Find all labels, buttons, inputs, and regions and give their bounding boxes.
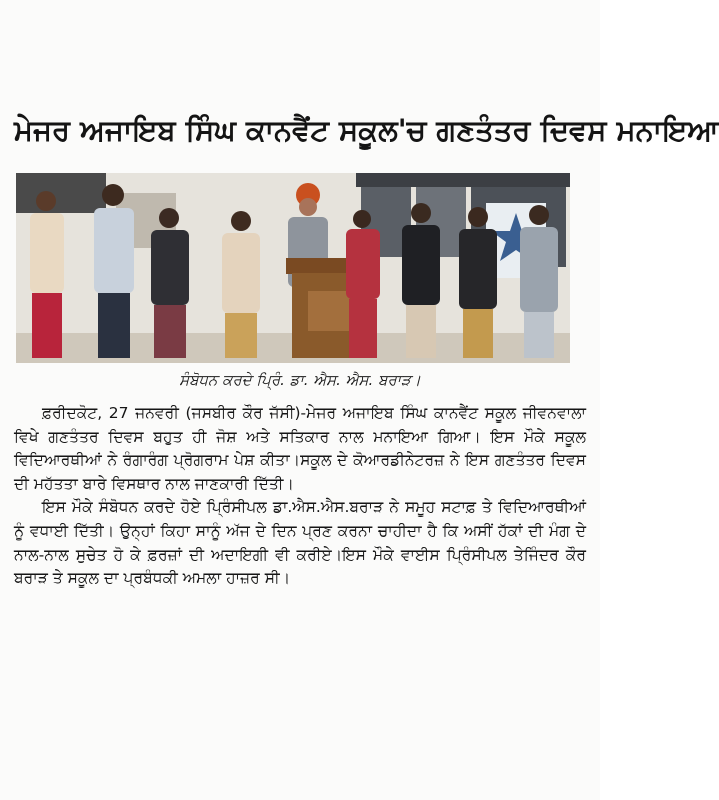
headline: ਮੇਜਰ ਅਜਾਇਬ ਸਿੰਘ ਕਾਨਵੈਂਟ ਸਕੂਲ'ਚ ਗਣਤੰਤਰ ਦਿਵਸ ਮਨਾਇਆ bbox=[14, 113, 719, 147]
group-photo-icon bbox=[16, 173, 570, 363]
article-paragraph: ਇਸ ਮੌਕੇ ਸੰਬੋਧਨ ਕਰਦੇ ਹੋਏ ਪ੍ਰਿੰਸੀਪਲ ਡਾ.ਐਸ.ਐਸ.ਬਰਾੜ ਨੇ ਸਮੂਹ ਸਟਾਫ਼ ਤੇ ਵਿਦਿਆਰਥੀਆਂ ਨੂੰ ਵਧਾਈ ਦਿੱਤੀ। ਉਨ੍ਹਾਂ ਕਿਹਾ ਸਾਨੂੰ ਅੱਜ ਦੇ ਦਿਨ ਪ੍ਰਣ ਕਰਨਾ ਚਾਹੀਦਾ ਹੈ ਕਿ ਅਸੀਂ ਹੱਕਾਂ ਦੀ ਮੰਗ ਦੇ ਨਾਲ-ਨਾਲ ਸੁਚੇਤ ਹੋ ਕੇ ਫ਼ਰਜ਼ਾਂ ਦੀ ਅਦਾਇਗੀ ਵੀ ਕਰੀਏ।ਇਸ ਮੌਕੇ ਵਾਈਸ ਪ੍ਰਿੰਸੀਪਲ ਤੇਜਿੰਦਰ ਕੌਰ ਬਰਾੜ ਤੇ ਸਕੂਲ ਦਾ ਪ੍ਰਬੰਧਕੀ ਅਮਲਾ ਹਾਜ਼ਰ ਸੀ। bbox=[14, 498, 586, 588]
photo-caption: ਸੰਬੋਧਨ ਕਰਦੇ ਪ੍ਰਿੰ. ਡਾ. ਐਸ. ਐਸ. ਬਰਾੜ। bbox=[179, 371, 421, 389]
article-body bbox=[14, 402, 586, 591]
news-photo bbox=[16, 173, 570, 363]
article-paragraph: ਫ਼ਰੀਦਕੋਟ, 27 ਜਨਵਰੀ (ਜਸਬੀਰ ਕੌਰ ਜੱਸੀ)-ਮੇਜਰ ਅਜਾਇਬ ਸਿੰਘ ਕਾਨਵੈਂਟ ਸਕੂਲ ਜੀਵਨਵਾਲਾ ਵਿਖੇ ਗਣਤੰਤਰ ਦਿਵਸ ਬਹੁਤ ਹੀ ਜੋਸ਼ ਅਤੇ ਸਤਿਕਾਰ ਨਾਲ ਮਨਾਇਆ ਗਿਆ। ਇਸ ਮੌਕੇ ਸਕੂਲ ਵਿਦਿਆਰਥੀਆਂ ਨੇ ਰੰਗਾਰੰਗ ਪ੍ਰੋਗਰਾਮ ਪੇਸ਼ ਕੀਤਾ।ਸਕੂਲ ਦੇ ਕੋਆਰਡੀਨੇਟਰਜ਼ ਨੇ ਇਸ ਗਣਤੰਤਰ ਦਿਵਸ ਦੀ ਮਹੱਤਤਾ ਬਾਰੇ ਵਿਸਥਾਰ ਨਾਲ ਜਾਣਕਾਰੀ ਦਿੱਤੀ। bbox=[14, 404, 586, 493]
